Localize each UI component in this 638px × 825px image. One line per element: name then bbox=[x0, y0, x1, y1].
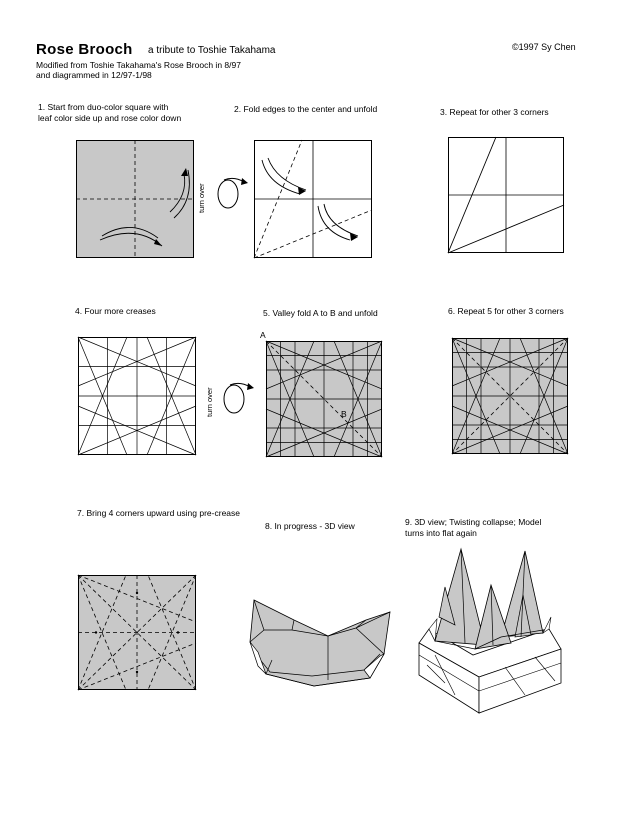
step-7-caption: 7. Bring 4 corners upward using pre-crease bbox=[77, 508, 240, 518]
step-3-diagram bbox=[448, 137, 564, 253]
step-9-diagram bbox=[415, 545, 565, 715]
step-8-caption: 8. In progress - 3D view bbox=[265, 521, 355, 531]
turn-over-icon bbox=[200, 172, 250, 214]
step-9-caption: 9. 3D view; Twisting collapse; Model turns into flat again bbox=[405, 517, 542, 538]
step-5-diagram bbox=[266, 341, 382, 457]
credit-line-2: and diagrammed in 12/97-1/98 bbox=[36, 70, 152, 80]
step-6-caption: 6. Repeat 5 for other 3 corners bbox=[448, 306, 564, 316]
credit-line-1: Modified from Toshie Takahama's Rose Brooch in 8/97 bbox=[36, 60, 241, 70]
step-7-diagram bbox=[78, 575, 196, 690]
page-subtitle: a tribute to Toshie Takahama bbox=[148, 45, 276, 56]
step-8-diagram bbox=[244, 590, 392, 700]
step-1-caption: 1. Start from duo-color square with leaf color side up and rose color down bbox=[38, 102, 182, 123]
step-6-diagram bbox=[452, 338, 568, 454]
step-2-caption: 2. Fold edges to the center and unfold bbox=[234, 104, 378, 114]
turn-over-label-2: turn over bbox=[205, 387, 214, 417]
step-1-diagram bbox=[76, 140, 194, 258]
copyright-notice: ©1997 Sy Chen bbox=[512, 42, 576, 52]
point-a-label: A bbox=[260, 330, 266, 340]
step-5-caption: 5. Valley fold A to B and unfold bbox=[263, 308, 378, 318]
step-3-caption: 3. Repeat for other 3 corners bbox=[440, 107, 549, 117]
turn-over-label: turn over bbox=[197, 183, 206, 213]
point-b-label: B bbox=[341, 409, 347, 419]
step-2-diagram bbox=[254, 140, 372, 258]
page-title: Rose Brooch bbox=[36, 41, 133, 58]
step-4-caption: 4. Four more creases bbox=[75, 306, 156, 316]
step-4-diagram bbox=[78, 337, 196, 455]
